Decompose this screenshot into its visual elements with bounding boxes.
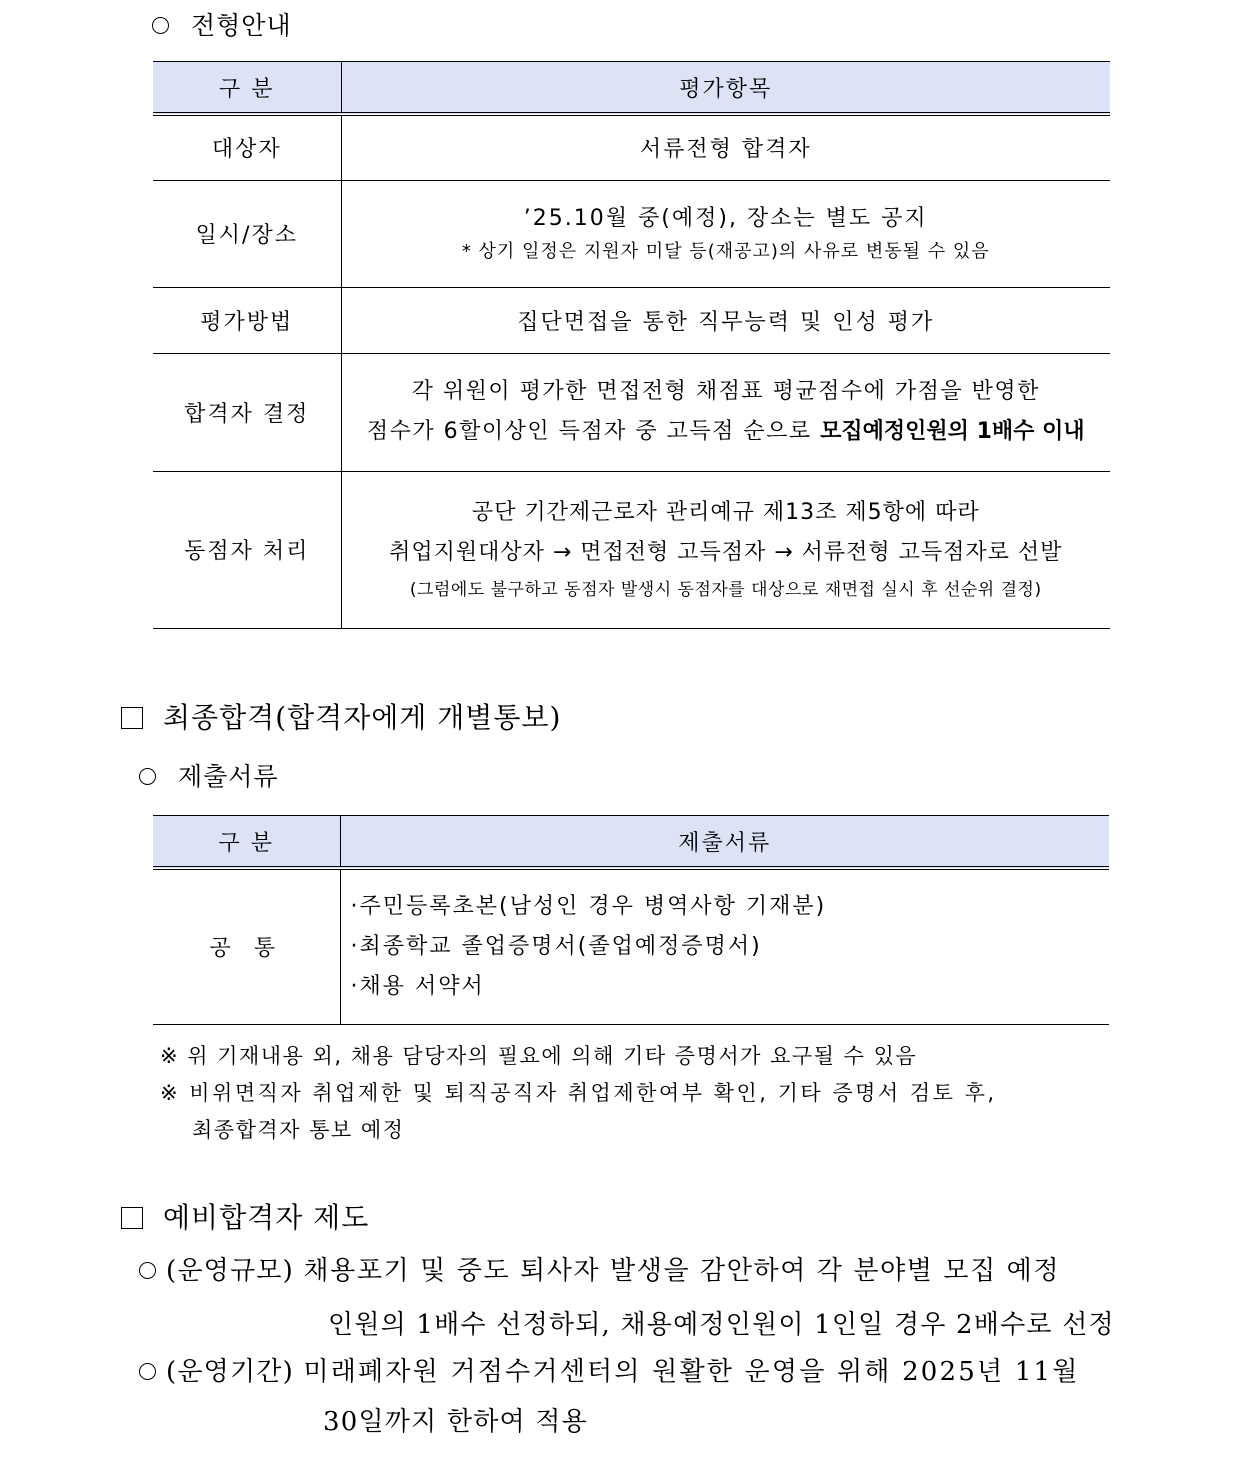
schedule-note: * 상기 일정은 지원자 미달 등(재공고)의 사유로 변동될 수 있음 — [461, 240, 990, 262]
table-row — [153, 471, 1110, 628]
header-evaluation: 평가항목 — [341, 62, 1110, 115]
reserve-item-scale — [139, 1251, 1129, 1345]
square-bullet-icon — [121, 707, 143, 729]
row-label: 평가방법 — [153, 287, 341, 353]
circle-bullet-icon — [139, 1363, 156, 1380]
row-label: 공 통 — [153, 868, 340, 1024]
item-label: (운영기간) — [166, 1357, 294, 1387]
decision-line-1: 각 위원이 평가한 면접전형 채점표 평균점수에 가점을 반영한 — [411, 379, 1040, 404]
table-row — [153, 180, 1110, 287]
tie-note: (그럼에도 불구하고 동점자 발생시 동점자를 대상으로 재면접 실시 후 선순위 결정) — [409, 579, 1042, 600]
decision-line-2: 점수가 6할이상인 득점자 중 고득점 순으로 모집예정인원의 1배수 이내 — [366, 419, 1085, 444]
row-label: 일시/장소 — [153, 180, 341, 287]
table-row — [153, 287, 1110, 353]
circle-bullet-icon — [139, 1262, 156, 1279]
screening-table — [153, 61, 1110, 629]
row-value — [340, 868, 1109, 1024]
circle-bullet-icon — [139, 768, 156, 785]
note-line: 최종합격자 통보 예정 — [192, 1118, 405, 1142]
header-documents: 제출서류 — [340, 816, 1109, 869]
row-value — [341, 353, 1110, 471]
row-label: 동점자 처리 — [153, 471, 341, 628]
item-text: 채용포기 및 중도 퇴사자 발생을 감안하여 각 분야별 모집 예정 — [303, 1256, 1061, 1286]
note-line: ※ 위 기재내용 외, 채용 담당자의 필요에 의해 기타 증명서가 요구될 수 있음 — [160, 1044, 918, 1068]
table-row — [153, 114, 1110, 180]
tie-line-2: 취업지원대상자 → 면접전형 고득점자 → 서류전형 고득점자로 선발 — [389, 539, 1063, 565]
row-label: 합격자 결정 — [153, 353, 341, 471]
document-item: ·채용 서약서 — [350, 973, 485, 999]
header-category: 구 분 — [153, 816, 340, 869]
note-line: ※ 비위면직자 취업제한 및 퇴직공직자 취업제한여부 확인, 기타 증명서 검토 후, — [160, 1081, 997, 1105]
schedule-text: ’25.10월 중(예정), 장소는 별도 공지 — [523, 205, 928, 231]
section-heading-screening: 전형안내 — [152, 6, 292, 42]
decision-bold-text: 모집예정인원의 1배수 이내 — [820, 419, 1085, 444]
item-text-continued: 30일까지 한하여 적용 — [323, 1407, 588, 1437]
item-text-continued: 인원의 1배수 선정하되, 채용예정인원이 1인일 경우 2배수로 선정 — [328, 1310, 1115, 1340]
row-value — [341, 471, 1110, 628]
item-label: (운영규모) — [166, 1256, 294, 1286]
notes-block — [160, 1038, 1125, 1149]
row-label: 대상자 — [153, 114, 341, 180]
header-category: 구 분 — [153, 62, 341, 115]
row-value: 서류전형 합격자 — [341, 114, 1110, 180]
documents-table — [153, 815, 1109, 1025]
section-heading-reserve: 예비합격자 제도 — [121, 1196, 369, 1236]
circle-bullet-icon — [152, 17, 169, 34]
item-text: 미래폐자원 거점수거센터의 원활한 운영을 위해 2025년 11월 — [303, 1357, 1080, 1387]
row-value — [341, 180, 1110, 287]
section-heading-final: 최종합격(합격자에게 개별통보) — [121, 696, 561, 736]
sub-heading-documents: 제출서류 — [139, 757, 279, 793]
table-row — [153, 868, 1109, 1024]
document-item: ·주민등록초본(남성인 경우 병역사항 기재분) — [350, 893, 827, 919]
table-row — [153, 353, 1110, 471]
row-value: 집단면접을 통한 직무능력 및 인성 평가 — [341, 287, 1110, 353]
square-bullet-icon — [121, 1207, 143, 1229]
tie-line-1: 공단 기간제근로자 관리예규 제13조 제5항에 따라 — [471, 499, 980, 525]
document-item: ·최종학교 졸업증명서(졸업예정증명서) — [350, 933, 762, 959]
reserve-item-period — [139, 1352, 1129, 1442]
